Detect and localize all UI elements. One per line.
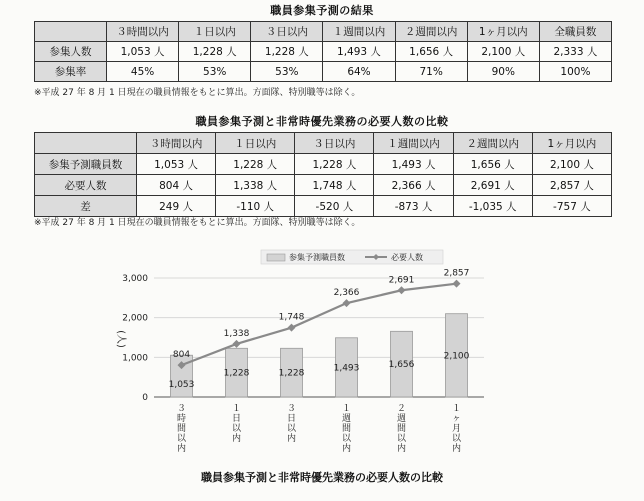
- bar-value-label: 1,228: [278, 368, 305, 379]
- line-marker: [233, 340, 241, 348]
- row-header: 参集率: [35, 62, 107, 82]
- table-cell: 1,748 人: [295, 175, 374, 196]
- table-cell: -520 人: [295, 196, 374, 217]
- table-header-cell: １日以内: [179, 22, 251, 42]
- table-header-row: [35, 133, 612, 154]
- table-cell: 1,656 人: [395, 42, 467, 62]
- table-cell: 2,333 人: [539, 42, 611, 62]
- legend-label: 参集予測職員数: [289, 253, 345, 262]
- table-cell: 249 人: [137, 196, 216, 217]
- x-category-label: 日: [231, 414, 242, 424]
- table-header-cell: ２週間以内: [395, 22, 467, 42]
- table-header-cell: 1ヶ月以内: [532, 133, 611, 154]
- x-category-label: ヶ: [451, 414, 462, 424]
- table-cell: 2,100 人: [532, 154, 611, 175]
- row-header: 差: [35, 196, 137, 217]
- line-value-label: 2,691: [388, 275, 415, 286]
- table-header-cell: ３日以内: [251, 22, 323, 42]
- x-category-label: ３: [176, 404, 187, 414]
- table-row: [35, 42, 612, 62]
- line-value-label: 1,748: [278, 312, 305, 323]
- table-header-cell: ３時間以内: [107, 22, 179, 42]
- line-marker: [398, 286, 406, 294]
- bar-value-label: 1,228: [223, 368, 250, 379]
- x-category-label: 間: [341, 424, 352, 434]
- x-category-label: 月: [451, 424, 462, 434]
- bar-value-label: 2,100: [443, 351, 470, 362]
- x-category-label: ２: [396, 404, 407, 414]
- x-category-label: 内: [231, 434, 242, 444]
- table-header-cell: 全職員数: [539, 22, 611, 42]
- x-category-label: 内: [451, 444, 462, 454]
- table-header-cell: １週間以内: [323, 22, 395, 42]
- table-header-cell: 1ヶ月以内: [467, 22, 539, 42]
- x-category-label: ３: [286, 404, 297, 414]
- x-category-label: 内: [396, 444, 407, 454]
- table-cell: 1,656 人: [453, 154, 532, 175]
- comparison-chart: [100, 245, 520, 465]
- bar-value-label: 1,493: [333, 363, 360, 374]
- table-cell: 804 人: [137, 175, 216, 196]
- table-cell: -757 人: [532, 196, 611, 217]
- x-category-label: 内: [341, 444, 352, 454]
- table-cell: 2,857 人: [532, 175, 611, 196]
- row-header: 参集予測職員数: [35, 154, 137, 175]
- table-header-cell: １週間以内: [374, 133, 453, 154]
- legend-label: 必要人数: [391, 253, 423, 262]
- x-category-label: 間: [396, 424, 407, 434]
- table-cell: -1,035 人: [453, 196, 532, 217]
- table-header-cell: １日以内: [216, 133, 295, 154]
- table-cell: 1,053 人: [107, 42, 179, 62]
- line-value-label: 804: [172, 350, 191, 361]
- table-row: [35, 196, 612, 217]
- y-tick-label: 1,000: [122, 353, 148, 364]
- bar-value-label: 1,053: [168, 380, 195, 391]
- x-category-label: 時: [176, 414, 187, 424]
- table-cell: 1,053 人: [137, 154, 216, 175]
- bar-value-label: 1,656: [388, 360, 415, 371]
- table-cell: 2,100 人: [467, 42, 539, 62]
- table2-note: ※平成 27 年 8 月 1 日現在の職員情報をもとに算出。方面隊、特別職等は除く。: [34, 218, 361, 228]
- table-cell: 1,338 人: [216, 175, 295, 196]
- x-category-label: 週: [396, 414, 407, 424]
- row-header: 参集人数: [35, 42, 107, 62]
- table-cell: 45%: [107, 62, 179, 82]
- table-cell: 2,366 人: [374, 175, 453, 196]
- x-category-label: １: [341, 404, 352, 414]
- table-cell: 71%: [395, 62, 467, 82]
- table-cell: 53%: [251, 62, 323, 82]
- line-series: [182, 284, 457, 365]
- x-category-label: 以: [176, 434, 187, 444]
- line-value-label: 2,857: [443, 268, 470, 279]
- x-category-label: 以: [286, 424, 297, 434]
- table-cell: -873 人: [374, 196, 453, 217]
- y-axis-label: (人): [115, 330, 126, 348]
- table-header-cell: ２週間以内: [453, 133, 532, 154]
- x-category-label: 以: [231, 424, 242, 434]
- table-cell: 1,228 人: [295, 154, 374, 175]
- comparison-table: [34, 132, 612, 217]
- line-value-label: 1,338: [223, 328, 250, 339]
- y-tick-label: 2,000: [122, 313, 148, 324]
- table-header-cell: [35, 22, 107, 42]
- x-category-label: １: [231, 404, 242, 414]
- table2-title: 職員参集予測と非常時優先業務の必要人数の比較: [195, 115, 449, 128]
- row-header: 必要人数: [35, 175, 137, 196]
- x-category-label: 間: [176, 424, 187, 434]
- table-cell: -110 人: [216, 196, 295, 217]
- line-marker: [343, 299, 351, 307]
- table1-note: ※平成 27 年 8 月 1 日現在の職員情報をもとに算出。方面隊、特別職等は除く。: [34, 88, 361, 98]
- table-row: [35, 175, 612, 196]
- x-category-label: 以: [396, 434, 407, 444]
- table-cell: 100%: [539, 62, 611, 82]
- line-marker: [288, 324, 296, 332]
- x-category-label: 以: [341, 434, 352, 444]
- table-header-cell: [35, 133, 137, 154]
- table-cell: 1,493 人: [323, 42, 395, 62]
- chart-title: 職員参集予測と非常時優先業務の必要人数の比較: [201, 471, 443, 484]
- x-category-label: １: [451, 404, 462, 414]
- table-header-cell: ３時間以内: [137, 133, 216, 154]
- line-value-label: 2,366: [333, 288, 360, 299]
- x-category-label: 週: [341, 414, 352, 424]
- y-tick-label: 3,000: [122, 274, 148, 284]
- x-category-label: 日: [286, 414, 297, 424]
- table1-title: 職員参集予測の結果: [270, 4, 374, 17]
- x-category-label: 以: [451, 434, 462, 444]
- table-row: [35, 154, 612, 175]
- table-cell: 1,228 人: [179, 42, 251, 62]
- table-header-cell: ３日以内: [295, 133, 374, 154]
- participation-table: [34, 21, 612, 82]
- table-cell: 64%: [323, 62, 395, 82]
- table-cell: 2,691 人: [453, 175, 532, 196]
- table-cell: 90%: [467, 62, 539, 82]
- legend-bar-swatch: [267, 254, 285, 261]
- x-category-label: 内: [286, 434, 297, 444]
- table-cell: 1,228 人: [251, 42, 323, 62]
- table-cell: 1,493 人: [374, 154, 453, 175]
- table-cell: 1,228 人: [216, 154, 295, 175]
- y-tick-label: 0: [142, 393, 148, 403]
- line-marker: [453, 280, 461, 288]
- x-category-label: 内: [176, 444, 187, 454]
- table-row: [35, 62, 612, 82]
- table-cell: 53%: [179, 62, 251, 82]
- table-header-row: [35, 22, 612, 42]
